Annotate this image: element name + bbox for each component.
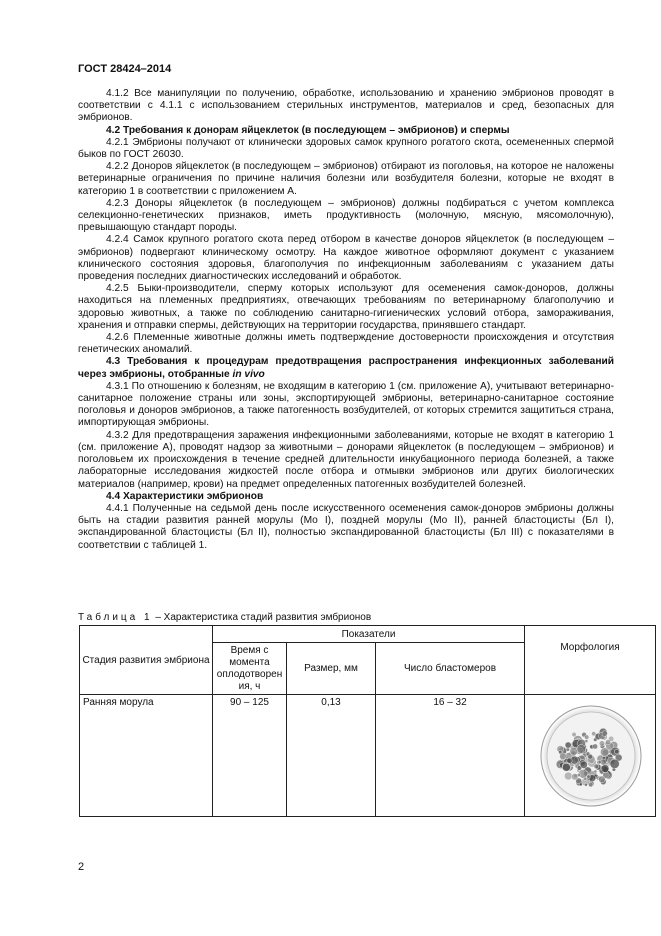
- document-header: ГОСТ 28424–2014: [78, 63, 172, 75]
- blastomere-texture: [594, 763, 599, 768]
- header-indicators: Показатели: [213, 626, 525, 643]
- page-number: 2: [78, 861, 85, 873]
- blastomere-texture: [610, 759, 619, 768]
- table-row: [80, 695, 656, 817]
- paragraph-text: 4.2.4 Самок крупного рогатого скота перед отбором в качестве доноров яйцеклеток (в последующем – эмбрионов) подвергают клиническому осмотру. На каждое животное оформляют документ с указанием клинического состояния здоровья, благополучия по инфекционным заболеваниям с указанием даты проведения последних диагностических исследований и обработок.: [78, 234, 614, 283]
- section-heading: [78, 125, 614, 137]
- cell-size: 0,13: [287, 695, 376, 817]
- paragraph-text: 4.1.2 Все манипуляции по получению, обработке, использованию и хранению эмбрионов проводят в соответствии с 4.1.1 с использованием стерильных инструментов, материалов и сред, безопасных для эмбрионов.: [78, 88, 614, 124]
- paragraph: [78, 198, 614, 235]
- blastomere-texture: [588, 782, 593, 787]
- blastomere-texture: [584, 734, 588, 738]
- table-caption-text: – Характеристика стадий развития эмбрионов: [152, 612, 372, 623]
- paragraph-text: 4.3.1 По отношению к болезням, не входящим в категорию 1 (см. приложение А), учитывают ветеринарно-санитарное положение страны или зоны, экспортирующей эмбрионы, ветеринарно-санитарное состояние поголовья и доноров эмбрионов, а также патогенность возбудителей, от которых стремится защититься страна, импортирующая эмбрионы.: [78, 380, 614, 429]
- section-heading: [78, 491, 614, 503]
- blastomere-texture: [600, 747, 609, 756]
- paragraph-text: 4.2.1 Эмбрионы получают от клинически здоровых самок крупного рогатого скота, осемененных спермой быков по ГОСТ 26030.: [78, 136, 614, 161]
- blastomere-texture: [577, 773, 581, 777]
- blastomere-texture: [587, 774, 591, 778]
- blastomere-texture: [564, 772, 572, 780]
- paragraph: [78, 137, 614, 161]
- blastomere-texture: [562, 763, 570, 771]
- paragraph-text: 4.4 Характеристики эмбрионов: [106, 490, 264, 502]
- paragraph: [78, 283, 614, 332]
- paragraph: [78, 332, 614, 356]
- cell-stage: Ранняя морула: [80, 695, 213, 817]
- header-morphology: Морфология: [525, 626, 656, 695]
- paragraph-text: 4.2.2 Доноров яйцеклеток (в последующем – эмбрионов) отбирают из поголовья, на которое не наложены ветеринарные ограничения по причине наличия болезни или возбудителя болезни, которые не входят в категорию 1 в соответствии с приложением А.: [78, 161, 614, 197]
- paragraph-text: 4.3 Требования к процедурам предотвращения распространения инфекционных заболеваний через эмбрионы, отобранные: [78, 356, 614, 380]
- section-heading: [78, 356, 614, 380]
- paragraph: [78, 161, 614, 198]
- blastomere-texture: [615, 749, 619, 753]
- header-size: Размер, мм: [287, 643, 376, 695]
- blastomere-texture: [599, 775, 606, 782]
- blastomere-texture: [592, 731, 596, 735]
- blastomere-texture: [593, 743, 598, 748]
- paragraph-text: 4.4.1 Полученные на седьмой день после искусственного осеменения самок-доноров эмбрионы должны быть на стадии развития ранней морулы (Мо I), поздней морулы (Мо II), ранней бластоцисты (Бл I), экспандированной бластоцисты (Бл II), полностью экспандированной бластоцисты (Бл III) с показателями в соответствии с таблицей 1.: [78, 502, 614, 551]
- paragraph: [78, 88, 614, 125]
- paragraph-text: 4.2 Требования к донорам яйцеклеток (в последующем – эмбрионов) и спермы: [106, 124, 510, 136]
- blastomere-texture: [588, 754, 593, 759]
- header-stage: Стадия развития эмбриона: [80, 626, 213, 695]
- blastomere-texture: [601, 764, 609, 772]
- table-caption-label: Таблица 1: [78, 612, 153, 623]
- blastomere-texture: [577, 744, 586, 753]
- blastomere-texture: [594, 769, 597, 772]
- blastomere-texture: [599, 740, 604, 745]
- cell-morphology: [525, 695, 656, 817]
- blastomere-texture: [560, 752, 567, 759]
- paragraph-text: 4.2.5 Быки-производители, сперму которых используют для осеменения самок-доноров, должны находиться на племенных предприятиях, отвечающих требованиям по ветеринарному благополучию и здоровью животных, а также по соблюдению санитарно-гигиенических условий отбора, замораживания, хранения и отправки спермы, действующих на территории государства, принявшего стандарт.: [78, 283, 614, 331]
- header-blastomeres: Число бластомеров: [376, 643, 525, 695]
- paragraph: [78, 234, 614, 283]
- blastomere-texture: [584, 783, 587, 786]
- paragraph: [78, 503, 614, 552]
- cell-blastomeres: 16 – 32: [376, 695, 525, 817]
- paragraph: [78, 381, 614, 430]
- embryo-stages-table: [79, 625, 656, 817]
- header-time: Время с момента оплодотворен ия, ч: [213, 643, 287, 695]
- paragraph-italic-text: in vivo: [232, 368, 265, 380]
- document-body: [78, 88, 614, 552]
- paragraph-text: 4.3.2 Для предотвращения заражения инфекционными заболеваниями, которые не входят в категорию 1 (см. приложение А), проводят надзор за животными – донорами яйцеклеток (в последующем – эмбрионов) и поголовьем их происхождения в течение средней длительности инкубационного периода болезней, а также лабораторные исследования жидкостей после отбора и отмывки эмбрионов или других биологических материалов (например, крови) на предмет определенных патогенных возбудителей болезней.: [78, 429, 614, 490]
- table-caption: [78, 612, 371, 623]
- blastomere-texture: [580, 761, 587, 768]
- morula-micrograph-image: [535, 701, 645, 811]
- blastomere-texture: [565, 741, 571, 747]
- paragraph: [78, 430, 614, 491]
- blastomere-texture: [567, 757, 572, 762]
- blastomere-texture: [605, 739, 610, 744]
- paragraph-text: 4.2.3 Доноры яйцеклеток (в последующем – эмбрионов) должны подбираться с учетом комплекса селекционно-генетических признаков, иметь продуктивность (молочную, мясную, мясомолочную), превышающую стандарт породы.: [78, 197, 614, 234]
- blastomere-texture: [602, 730, 608, 736]
- blastomere-texture: [598, 760, 602, 764]
- cell-time: 90 – 125: [213, 695, 287, 817]
- paragraph-text: 4.2.6 Племенные животные должны иметь подтверждение достоверности происхождения и отсутствия генетических аномалий.: [78, 332, 614, 356]
- blastomere-texture: [579, 782, 582, 785]
